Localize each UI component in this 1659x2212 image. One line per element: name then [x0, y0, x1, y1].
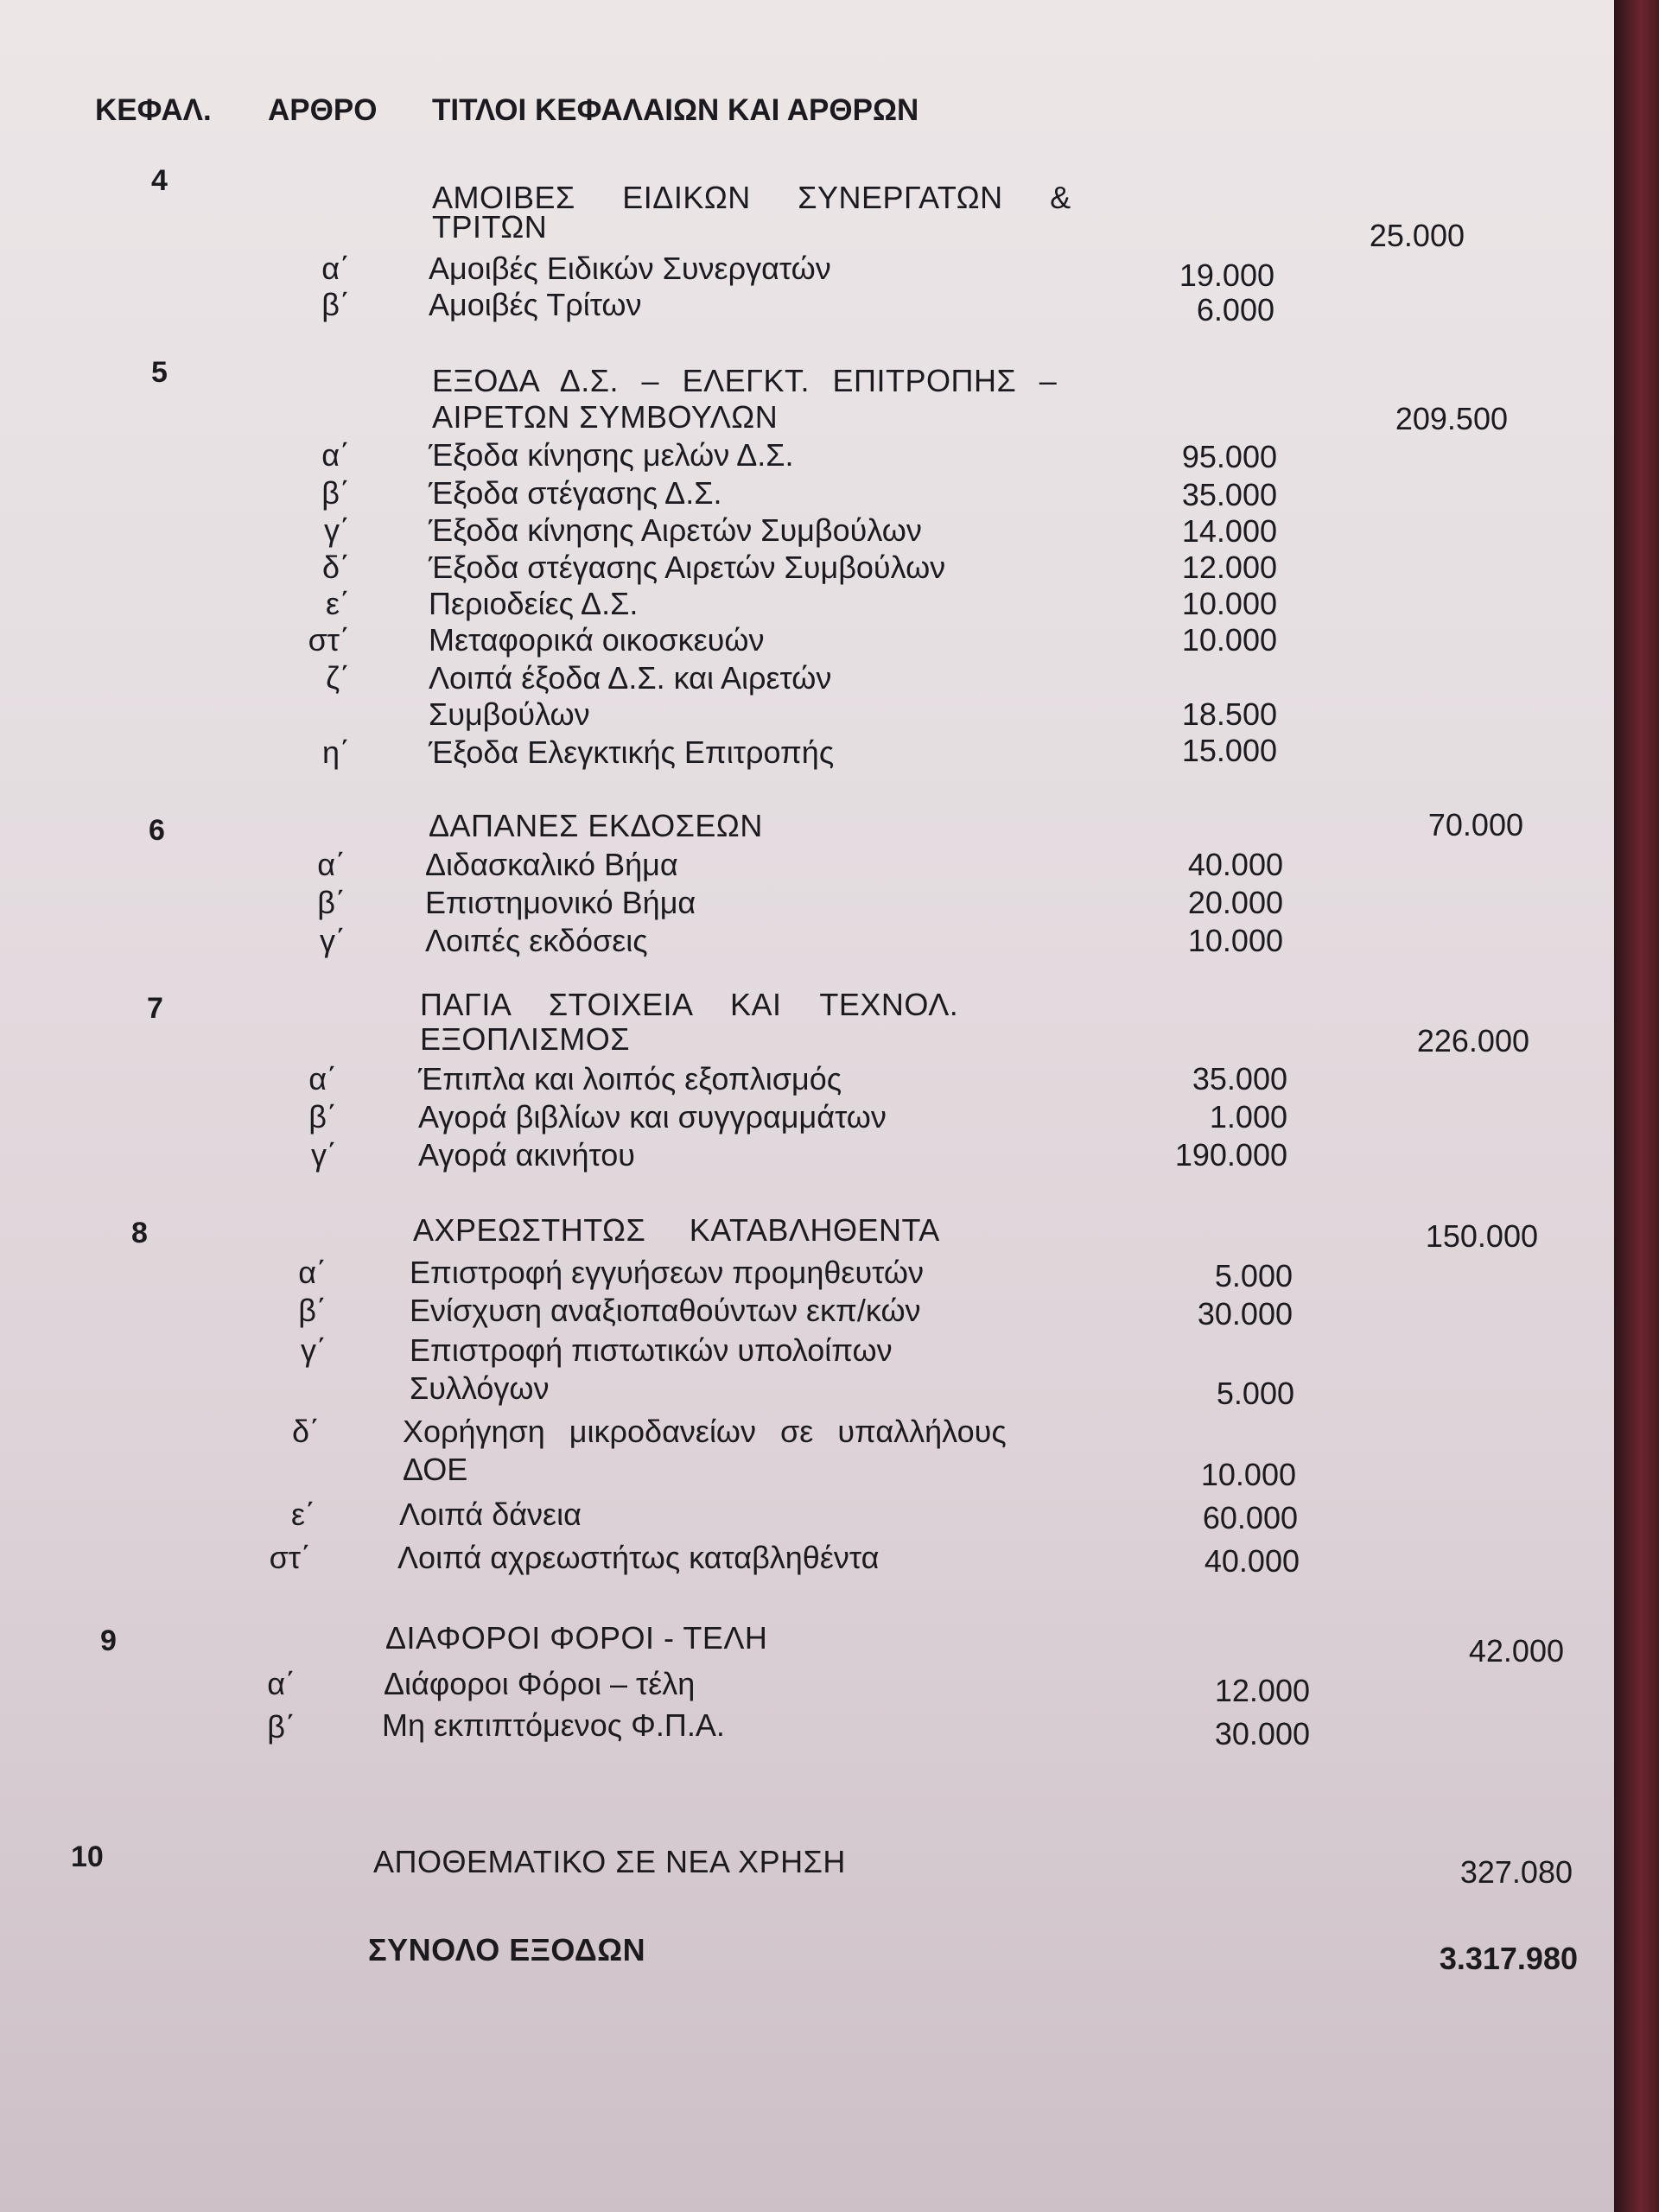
header-article: ΑΡΘΡΟ: [268, 93, 378, 127]
article-amount: 10.000: [1187, 923, 1283, 958]
article-text: Επιστημονικό Βήμα: [425, 885, 696, 920]
article-amount: 30.000: [1197, 1296, 1293, 1332]
article-amount: 10.000: [1200, 1457, 1296, 1492]
table-header: [95, 93, 1478, 137]
article-letter: η΄: [321, 734, 350, 770]
article-text: Λοιπά δάνεια: [399, 1497, 582, 1532]
article-text-cont: Συμβούλων: [429, 696, 590, 732]
article-text: Έξοδα στέγασης Δ.Σ.: [429, 475, 722, 511]
article-letter: δ΄: [321, 550, 350, 585]
chapter-total: 226.000: [1416, 1023, 1529, 1058]
grand-total-value: 3.317.980: [1439, 1941, 1578, 1976]
chapter-title-cont: ΕΞΟΠΛΙΣΜΟΣ: [420, 1021, 630, 1057]
article-amount: 35.000: [1181, 477, 1277, 512]
article-amount: 12.000: [1214, 1673, 1310, 1708]
chapter-title: ΔΑΠΑΝΕΣ ΕΚΔΟΣΕΩΝ: [429, 808, 763, 843]
article-amount: 5.000: [1214, 1258, 1293, 1294]
article-amount: 20.000: [1187, 885, 1283, 920]
article-letter: β΄: [308, 1099, 337, 1135]
article-text-cont: ΔΟΕ: [403, 1452, 468, 1487]
article-amount: 10.000: [1181, 586, 1277, 621]
article-amount: 95.000: [1181, 439, 1277, 474]
chapter-title: ΔΙΑΦΟΡΟΙ ΦΟΡΟΙ - ΤΕΛΗ: [385, 1620, 768, 1656]
article-amount: 40.000: [1187, 847, 1283, 882]
article-letter: γ΄: [324, 512, 350, 548]
article-text: Λοιπά αχρεωστήτως καταβληθέντα: [397, 1540, 880, 1575]
chapter-title: ΑΧΡΕΩΣΤΗΤΩΣ ΚΑΤΑΒΛΗΘΕΝΤΑ: [413, 1212, 940, 1248]
grand-total-label: ΣΥΝΟΛΟ ΕΞΟΔΩΝ: [368, 1932, 646, 1967]
chapter-title: ΕΞΟΔΑ Δ.Σ. – ΕΛΕΓΚΤ. ΕΠΙΤΡΟΠΗΣ –: [432, 363, 1058, 398]
article-text: Επιστροφή πιστωτικών υπολοίπων: [410, 1332, 893, 1368]
article-amount: 14.000: [1181, 513, 1277, 549]
article-text: Περιοδείες Δ.Σ.: [429, 586, 639, 621]
article-letter: γ΄: [301, 1332, 327, 1368]
article-text: Έξοδα Ελεγκτικής Επιτροπής: [429, 734, 835, 770]
article-letter: στ΄: [308, 622, 350, 658]
article-amount: 60.000: [1202, 1500, 1298, 1535]
article-amount: 1.000: [1209, 1099, 1287, 1135]
article-text: Επιστροφή εγγυήσεων προμηθευτών: [410, 1255, 924, 1290]
article-amount: 5.000: [1216, 1376, 1294, 1411]
article-amount: 18.500: [1181, 696, 1277, 732]
article-amount: 10.000: [1181, 622, 1277, 658]
article-text: Διάφοροι Φόροι – τέλη: [384, 1666, 696, 1701]
article-text: Έπιπλα και λοιπός εξοπλισμός: [418, 1061, 842, 1096]
article-text: Ενίσχυση αναξιοπαθούντων εκπ/κών: [410, 1293, 921, 1328]
article-letter: β΄: [298, 1293, 327, 1328]
article-text: Αγορά βιβλίων και συγγραμμάτων: [418, 1099, 887, 1135]
article-amount: 30.000: [1214, 1716, 1310, 1751]
chapter-number: 5: [151, 356, 168, 389]
chapter-title-cont: ΑΙΡΕΤΩΝ ΣΥΜΒΟΥΛΩΝ: [432, 399, 779, 435]
chapter-number: 9: [100, 1624, 117, 1657]
article-amount: 190.000: [1174, 1137, 1287, 1173]
article-text: Λοιπές εκδόσεις: [425, 923, 648, 958]
article-text: Χορήγηση μικροδανείων σε υπαλλήλους: [403, 1414, 1007, 1449]
article-letter: α΄: [298, 1255, 327, 1290]
article-text: Λοιπά έξοδα Δ.Σ. και Αιρετών: [429, 660, 832, 696]
article-text-cont: Συλλόγων: [410, 1370, 550, 1406]
article-letter: στ΄: [269, 1540, 311, 1575]
chapter-total: 25.000: [1369, 218, 1465, 253]
chapter-total: 327.080: [1459, 1854, 1573, 1890]
article-letter: ε΄: [325, 586, 350, 621]
article-letter: γ΄: [311, 1137, 337, 1173]
article-letter: α΄: [321, 437, 350, 473]
header-title: ΤΙΤΛΟΙ ΚΕΦΑΛΑΙΩΝ ΚΑΙ ΑΡΘΡΩΝ: [432, 93, 919, 127]
article-amount: 6.000: [1196, 292, 1274, 327]
article-text: Έξοδα κίνησης μελών Δ.Σ.: [429, 437, 794, 473]
article-letter: α΄: [321, 251, 350, 286]
chapter-total: 42.000: [1468, 1633, 1564, 1669]
chapter-title: ΠΑΓΙΑ ΣΤΟΙΧΕΙΑ ΚΑΙ ΤΕΧΝΟΛ.: [420, 987, 959, 1022]
chapter-total: 209.500: [1395, 401, 1508, 436]
article-text: Αγορά ακινήτου: [418, 1137, 635, 1173]
article-letter: δ΄: [291, 1414, 320, 1449]
article-text: Μη εκπιπτόμενος Φ.Π.Α.: [382, 1707, 725, 1743]
article-text: Έξοδα κίνησης Αιρετών Συμβούλων: [429, 512, 922, 548]
article-amount: 35.000: [1192, 1061, 1287, 1096]
article-amount: 12.000: [1181, 550, 1277, 585]
chapter-title: ΑΜΟΙΒΕΣ ΕΙΔΙΚΩΝ ΣΥΝΕΡΓΑΤΩΝ &: [432, 180, 1071, 215]
article-text: Μεταφορικά οικοσκευών: [429, 622, 765, 658]
chapter-number: 8: [131, 1217, 148, 1249]
article-letter: α΄: [317, 847, 346, 882]
chapter-total: 70.000: [1427, 807, 1523, 842]
chapter-number: 6: [149, 814, 165, 847]
article-amount: 40.000: [1204, 1543, 1300, 1579]
chapter-total: 150.000: [1425, 1218, 1538, 1254]
article-letter: β΄: [321, 475, 350, 511]
article-letter: α΄: [267, 1666, 296, 1701]
chapter-title-cont: ΤΡΙΤΩΝ: [432, 209, 548, 245]
article-letter: γ΄: [320, 923, 346, 958]
page-edge-shadow: [1614, 0, 1659, 2212]
article-amount: 19.000: [1179, 257, 1274, 293]
article-text: Έξοδα στέγασης Αιρετών Συμβούλων: [429, 550, 946, 585]
article-text: Διδασκαλικό Βήμα: [425, 847, 678, 882]
chapter-title: ΑΠΟΘΕΜΑΤΙΚΟ ΣΕ ΝΕΑ ΧΡΗΣΗ: [373, 1844, 846, 1879]
chapter-number: 7: [147, 992, 163, 1025]
article-letter: α΄: [308, 1061, 337, 1096]
header-chapter: ΚΕΦΑΛ.: [95, 93, 212, 127]
article-amount: 15.000: [1181, 733, 1277, 768]
article-letter: ε΄: [290, 1497, 315, 1532]
chapter-number: 10: [71, 1840, 104, 1873]
article-letter: β΄: [317, 885, 346, 920]
chapter-number: 4: [151, 164, 168, 197]
article-letter: β΄: [267, 1709, 296, 1745]
article-text: Αμοιβές Ειδικών Συνεργατών: [429, 251, 831, 286]
article-letter: ζ΄: [326, 660, 350, 696]
article-letter: β΄: [321, 287, 350, 322]
article-text: Αμοιβές Τρίτων: [429, 287, 642, 322]
